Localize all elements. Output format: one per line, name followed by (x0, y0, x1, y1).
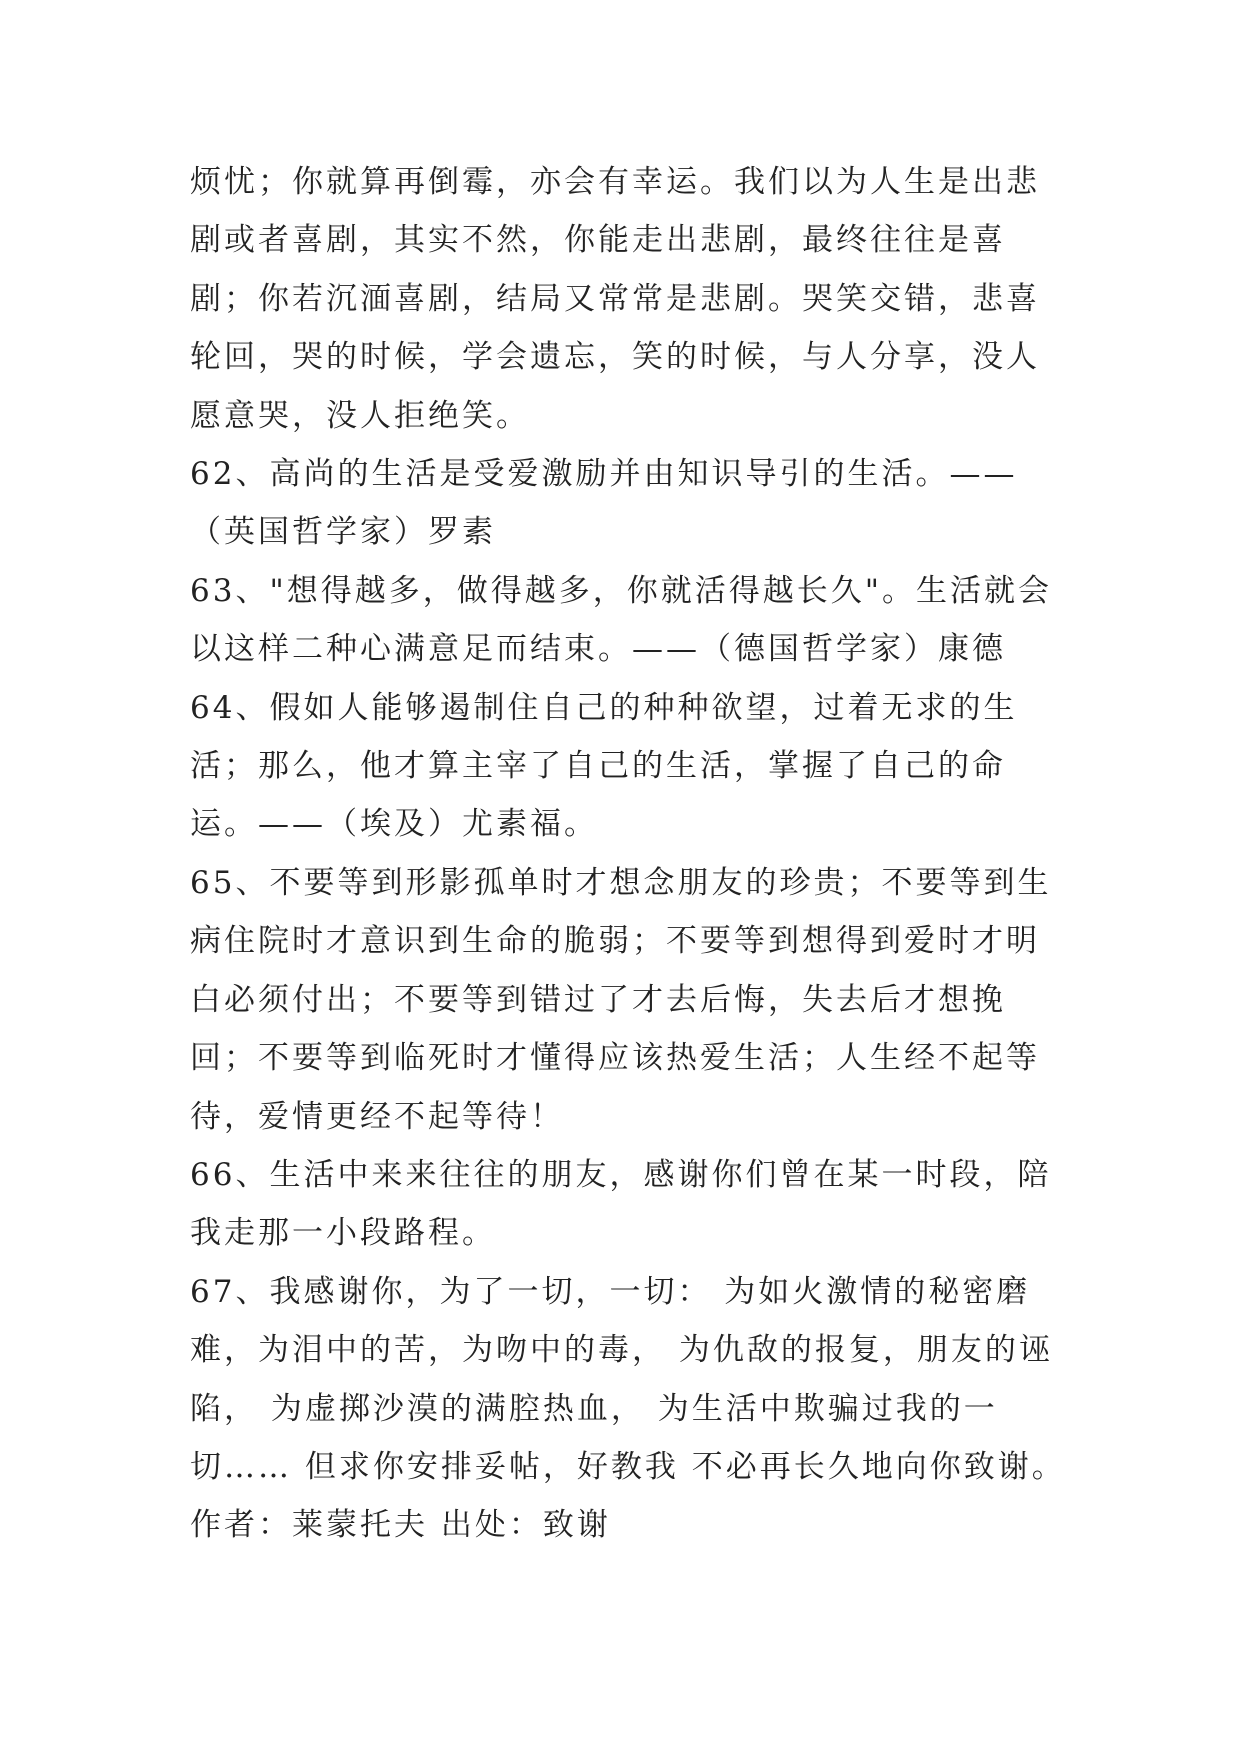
document-body (190, 153, 1070, 1555)
paragraph-continuation: 烦忧；你就算再倒霉，亦会有幸运。我们以为人生是出悲剧或者喜剧，其实不然，你能走出悲剧，最终往往是喜剧；你若沉湎喜剧，结局又常常是悲剧。哭笑交错，悲喜轮回，哭的时候，学会遗忘，笑的时候，与人分享，没人愿意哭，没人拒绝笑。 (190, 164, 1040, 434)
paragraph-item-62: 62、高尚的生活是受爱激励并由知识导引的生活。——（英国哲学家）罗素 (190, 456, 1018, 551)
paragraph-item-67: 67、我感谢你，为了一切，一切： 为如火激情的秘密磨难，为泪中的苦，为吻中的毒， 为仇敌的报复，朋友的诬陷， 为虚掷沙漠的满腔热血， 为生活中欺骗过我的一切…… 但求你安排妥帖，好教我 不必再长久地向你致谢。作者：莱蒙托夫 出处：致谢 (190, 1273, 1066, 1544)
paragraph-item-65: 65、不要等到形影孤单时才想念朋友的珍贵；不要等到生病住院时才意识到生命的脆弱；不要等到想得到爱时才明白必须付出；不要等到错过了才去后悔，失去后才想挽回；不要等到临死时才懂得应该热爱生活；人生经不起等待，爱情更经不起等待！ (190, 864, 1052, 1135)
paragraph-item-66: 66、生活中来来往往的朋友，感谢你们曾在某一时段，陪我走那一小段路程。 (190, 1156, 1052, 1252)
paragraph-item-63: 63、"想得越多，做得越多，你就活得越长久"。生活就会以这样二种心满意足而结束。——（德国哲学家）康德 (190, 572, 1052, 668)
paragraph-item-64: 64、假如人能够遏制住自己的种种欲望，过着无求的生活；那么，他才算主宰了自己的生活，掌握了自己的命运。——（埃及）尤素福。 (190, 689, 1018, 843)
